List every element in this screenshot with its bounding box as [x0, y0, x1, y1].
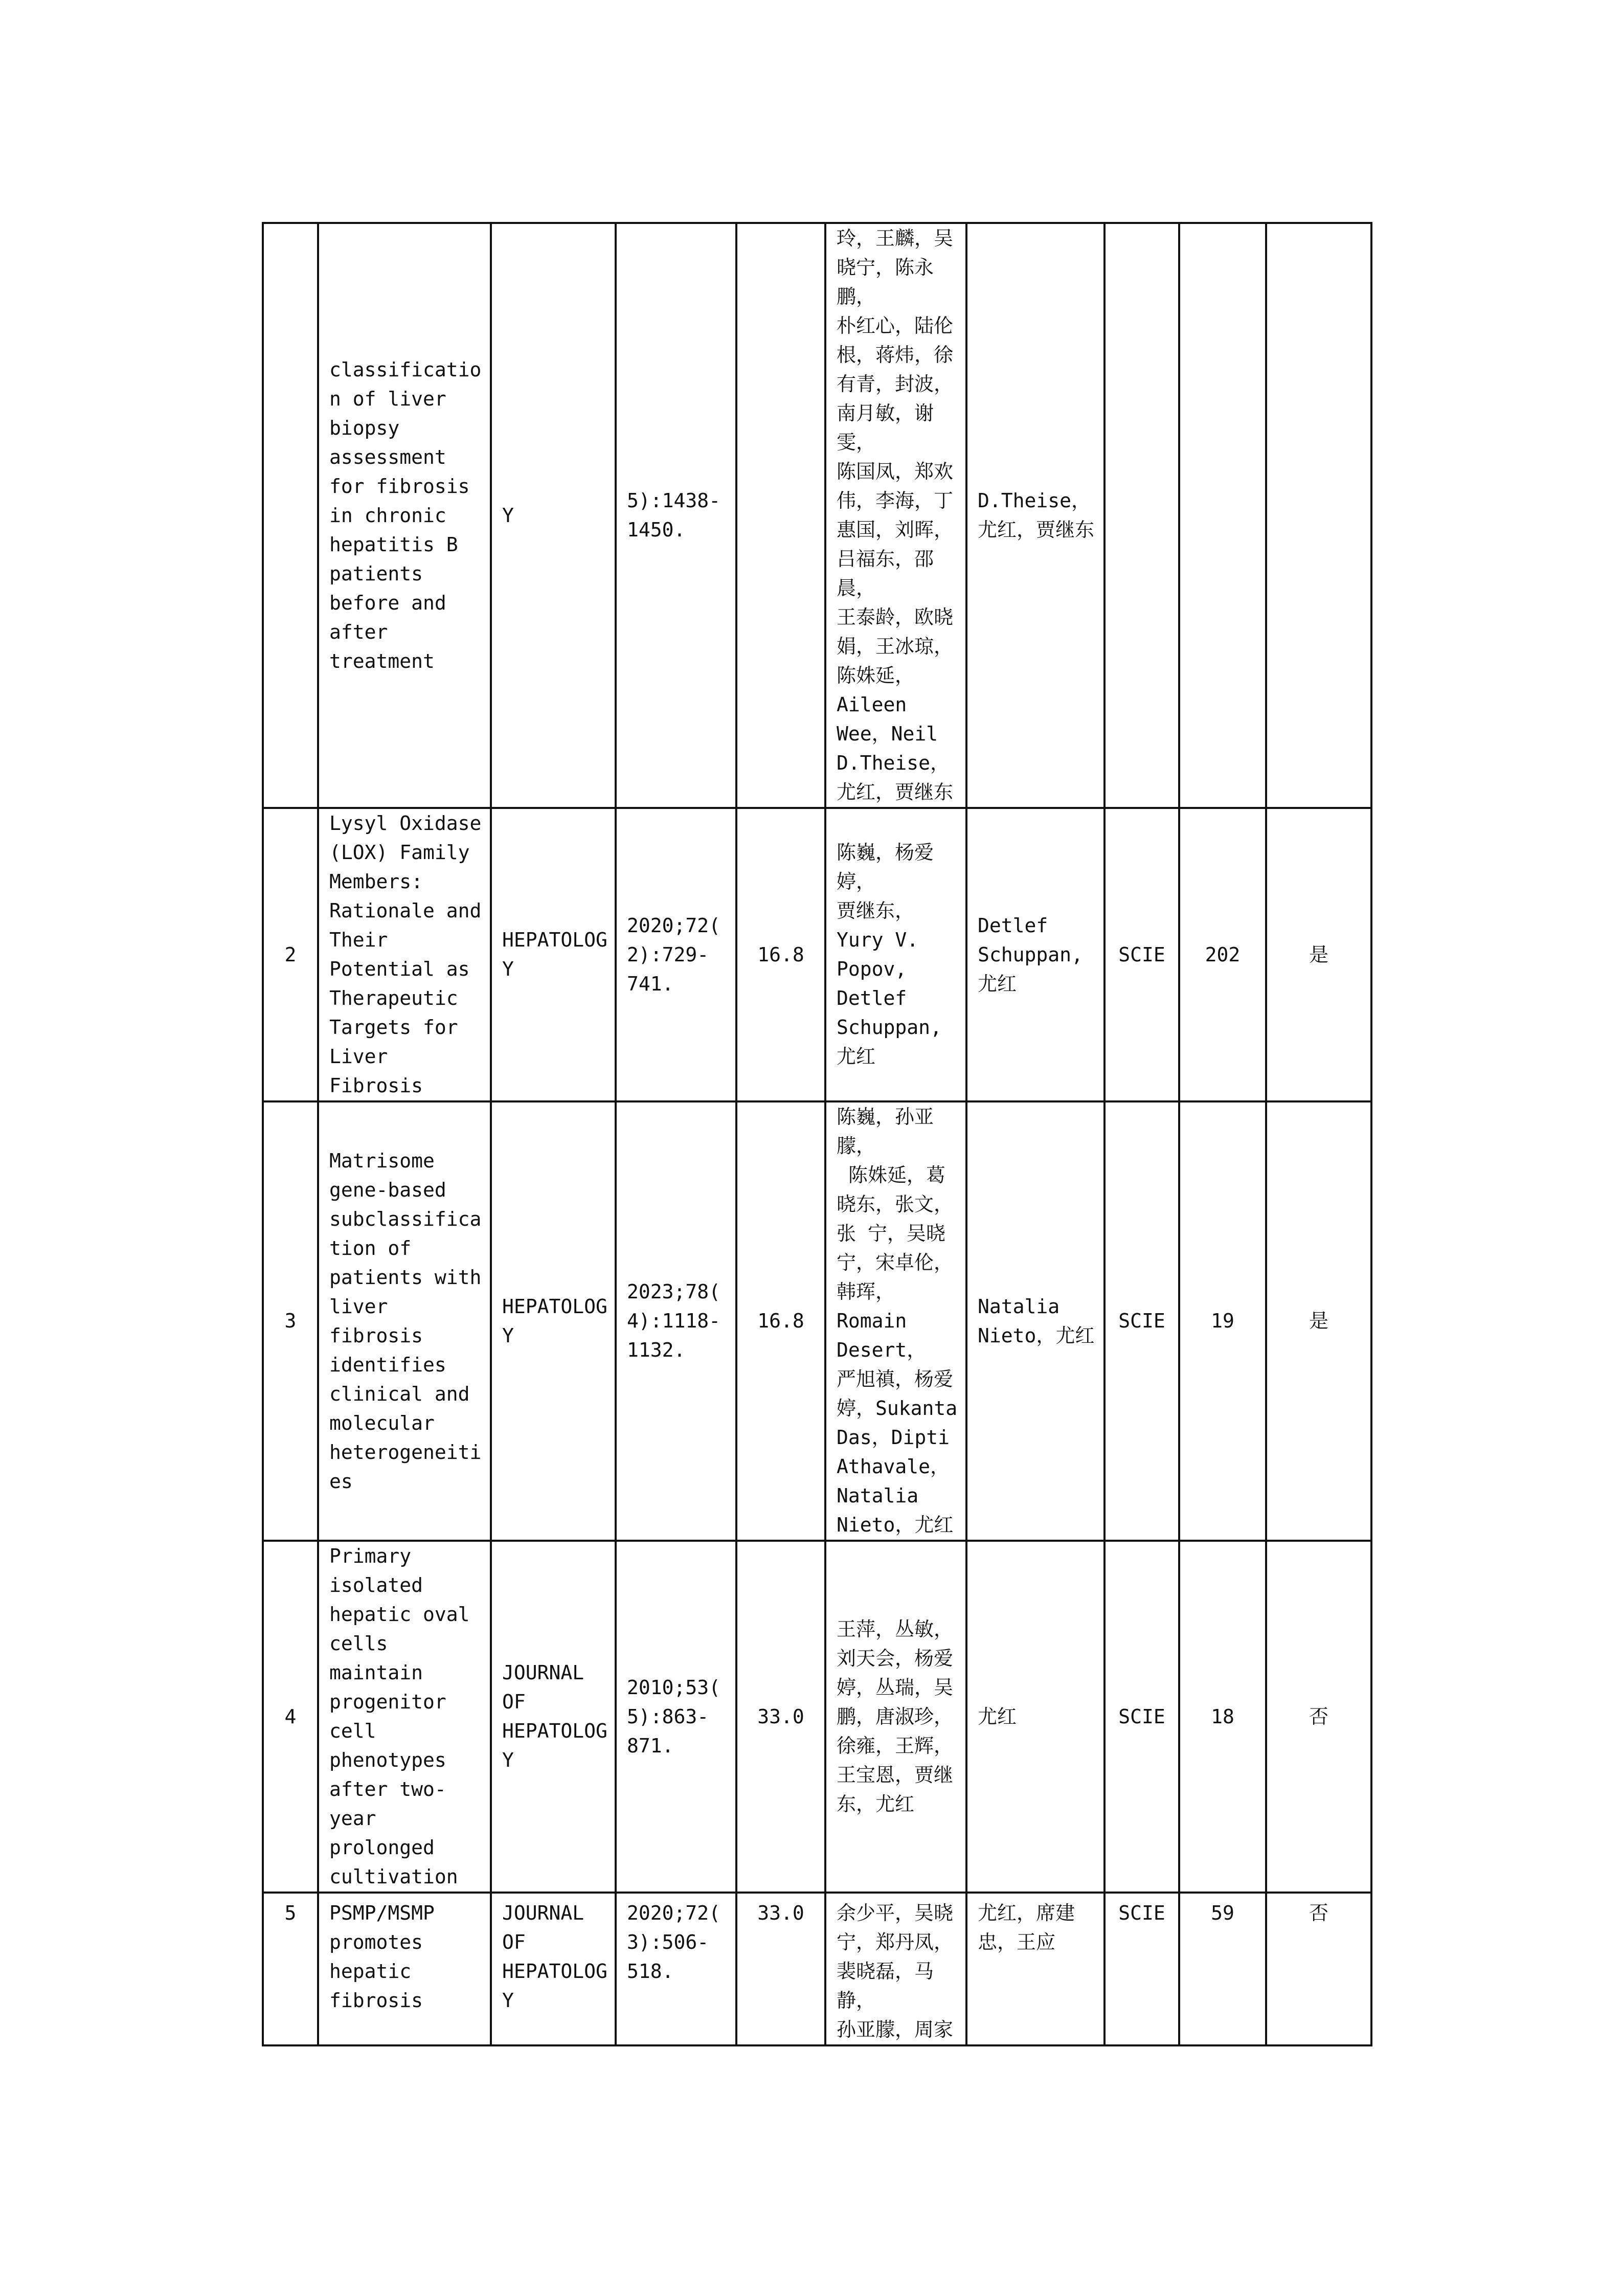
authors-cell: 余少平，吴晓 宁，郑丹凤， 裴晓磊，马静， 孙亚朦，周家 [825, 1893, 966, 2045]
row-number-cell: 2 [263, 808, 318, 1101]
flag-cell: 否 [1266, 1893, 1371, 2045]
paper-title-cell: Matrisome gene-based subclassifica tion of patients with liver fibrosis identifies clinical and molecular heterogeneiti es [318, 1101, 491, 1541]
index-cell: SCIE [1104, 1893, 1179, 2045]
flag-cell: 否 [1266, 1541, 1371, 1893]
corresponding-authors-cell: Detlef Schuppan, 尤红 [966, 808, 1104, 1101]
corresponding-authors-cell: 尤红 [966, 1541, 1104, 1893]
table-row [263, 1541, 1371, 1893]
impact-factor-cell: 16.8 [736, 1101, 825, 1541]
citation-count-cell: 59 [1179, 1893, 1266, 2045]
flag-cell: 是 [1266, 808, 1371, 1101]
citation-count-cell [1179, 223, 1266, 808]
citation-info-cell: 2023;78( 4):1118- 1132. [616, 1101, 736, 1541]
corresponding-authors-cell: D.Theise， 尤红，贾继东 [966, 223, 1104, 808]
citation-info-cell: 2010;53( 5):863- 871. [616, 1541, 736, 1893]
impact-factor-cell: 33.0 [736, 1541, 825, 1893]
index-cell: SCIE [1104, 1101, 1179, 1541]
journal-cell: JOURNAL OF HEPATOLOG Y [491, 1541, 616, 1893]
authors-cell: 王萍，丛敏， 刘天会，杨爱 婷，丛瑞，吴 鹏，唐淑珍， 徐雍，王辉， 王宝恩，贾继 东，尤红 [825, 1541, 966, 1893]
journal-cell: JOURNAL OF HEPATOLOG Y [491, 1893, 616, 2045]
citation-info-cell: 5):1438- 1450. [616, 223, 736, 808]
paper-title-cell: classificatio n of liver biopsy assessment for fibrosis in chronic hepatitis B patients before and after treatment [318, 223, 491, 808]
paper-title-cell: Lysyl Oxidase (LOX) Family Members: Rationale and Their Potential as Therapeutic Targets for Liver Fibrosis [318, 808, 491, 1101]
citation-info-cell: 2020;72( 3):506- 518. [616, 1893, 736, 2045]
publications-table [262, 222, 1372, 2046]
row-number-cell: 5 [263, 1893, 318, 2045]
journal-cell: HEPATOLOG Y [491, 1101, 616, 1541]
row-number-cell: 3 [263, 1101, 318, 1541]
index-cell: SCIE [1104, 808, 1179, 1101]
impact-factor-cell: 16.8 [736, 808, 825, 1101]
row-number-cell [263, 223, 318, 808]
citation-count-cell: 19 [1179, 1101, 1266, 1541]
impact-factor-cell [736, 223, 825, 808]
row-number-cell: 4 [263, 1541, 318, 1893]
authors-cell: 玲，王麟，吴 晓宁，陈永鹏， 朴红心，陆伦 根，蒋炜，徐 有青，封波， 南月敏，谢雯， 陈国凤，郑欢 伟，李海，丁 惠国，刘晖， 吕福东，邵晨， 王泰龄，欧晓 娟，王冰琼， 陈姝延， Aileen Wee，Neil D.Theise， 尤红，贾继东 [825, 223, 966, 808]
authors-cell: 陈巍，孙亚朦， 陈姝延，葛 晓东，张文， 张 宁，吴晓 宁，宋卓伦， 韩珲， Romain Desert， 严旭禛，杨爱 婷，Sukanta Das，Dipti Athavale， Natalia Nieto，尤红 [825, 1101, 966, 1541]
citation-count-cell: 202 [1179, 808, 1266, 1101]
authors-cell: 陈巍，杨爱婷， 贾继东， Yury V. Popov, Detlef Schuppan, 尤红 [825, 808, 966, 1101]
citation-info-cell: 2020;72( 2):729- 741. [616, 808, 736, 1101]
paper-title-cell: Primary isolated hepatic oval cells maintain progenitor cell phenotypes after two- year prolonged cultivation [318, 1541, 491, 1893]
table-row [263, 223, 1371, 808]
flag-cell [1266, 223, 1371, 808]
index-cell [1104, 223, 1179, 808]
table-row [263, 808, 1371, 1101]
journal-cell: Y [491, 223, 616, 808]
table-row [263, 1893, 1371, 2045]
corresponding-authors-cell: 尤红，席建 忠，王应 [966, 1893, 1104, 2045]
citation-count-cell: 18 [1179, 1541, 1266, 1893]
paper-title-cell: PSMP/MSMP promotes hepatic fibrosis [318, 1893, 491, 2045]
impact-factor-cell: 33.0 [736, 1893, 825, 2045]
table-row [263, 1101, 1371, 1541]
corresponding-authors-cell: Natalia Nieto，尤红 [966, 1101, 1104, 1541]
index-cell: SCIE [1104, 1541, 1179, 1893]
journal-cell: HEPATOLOG Y [491, 808, 616, 1101]
flag-cell: 是 [1266, 1101, 1371, 1541]
